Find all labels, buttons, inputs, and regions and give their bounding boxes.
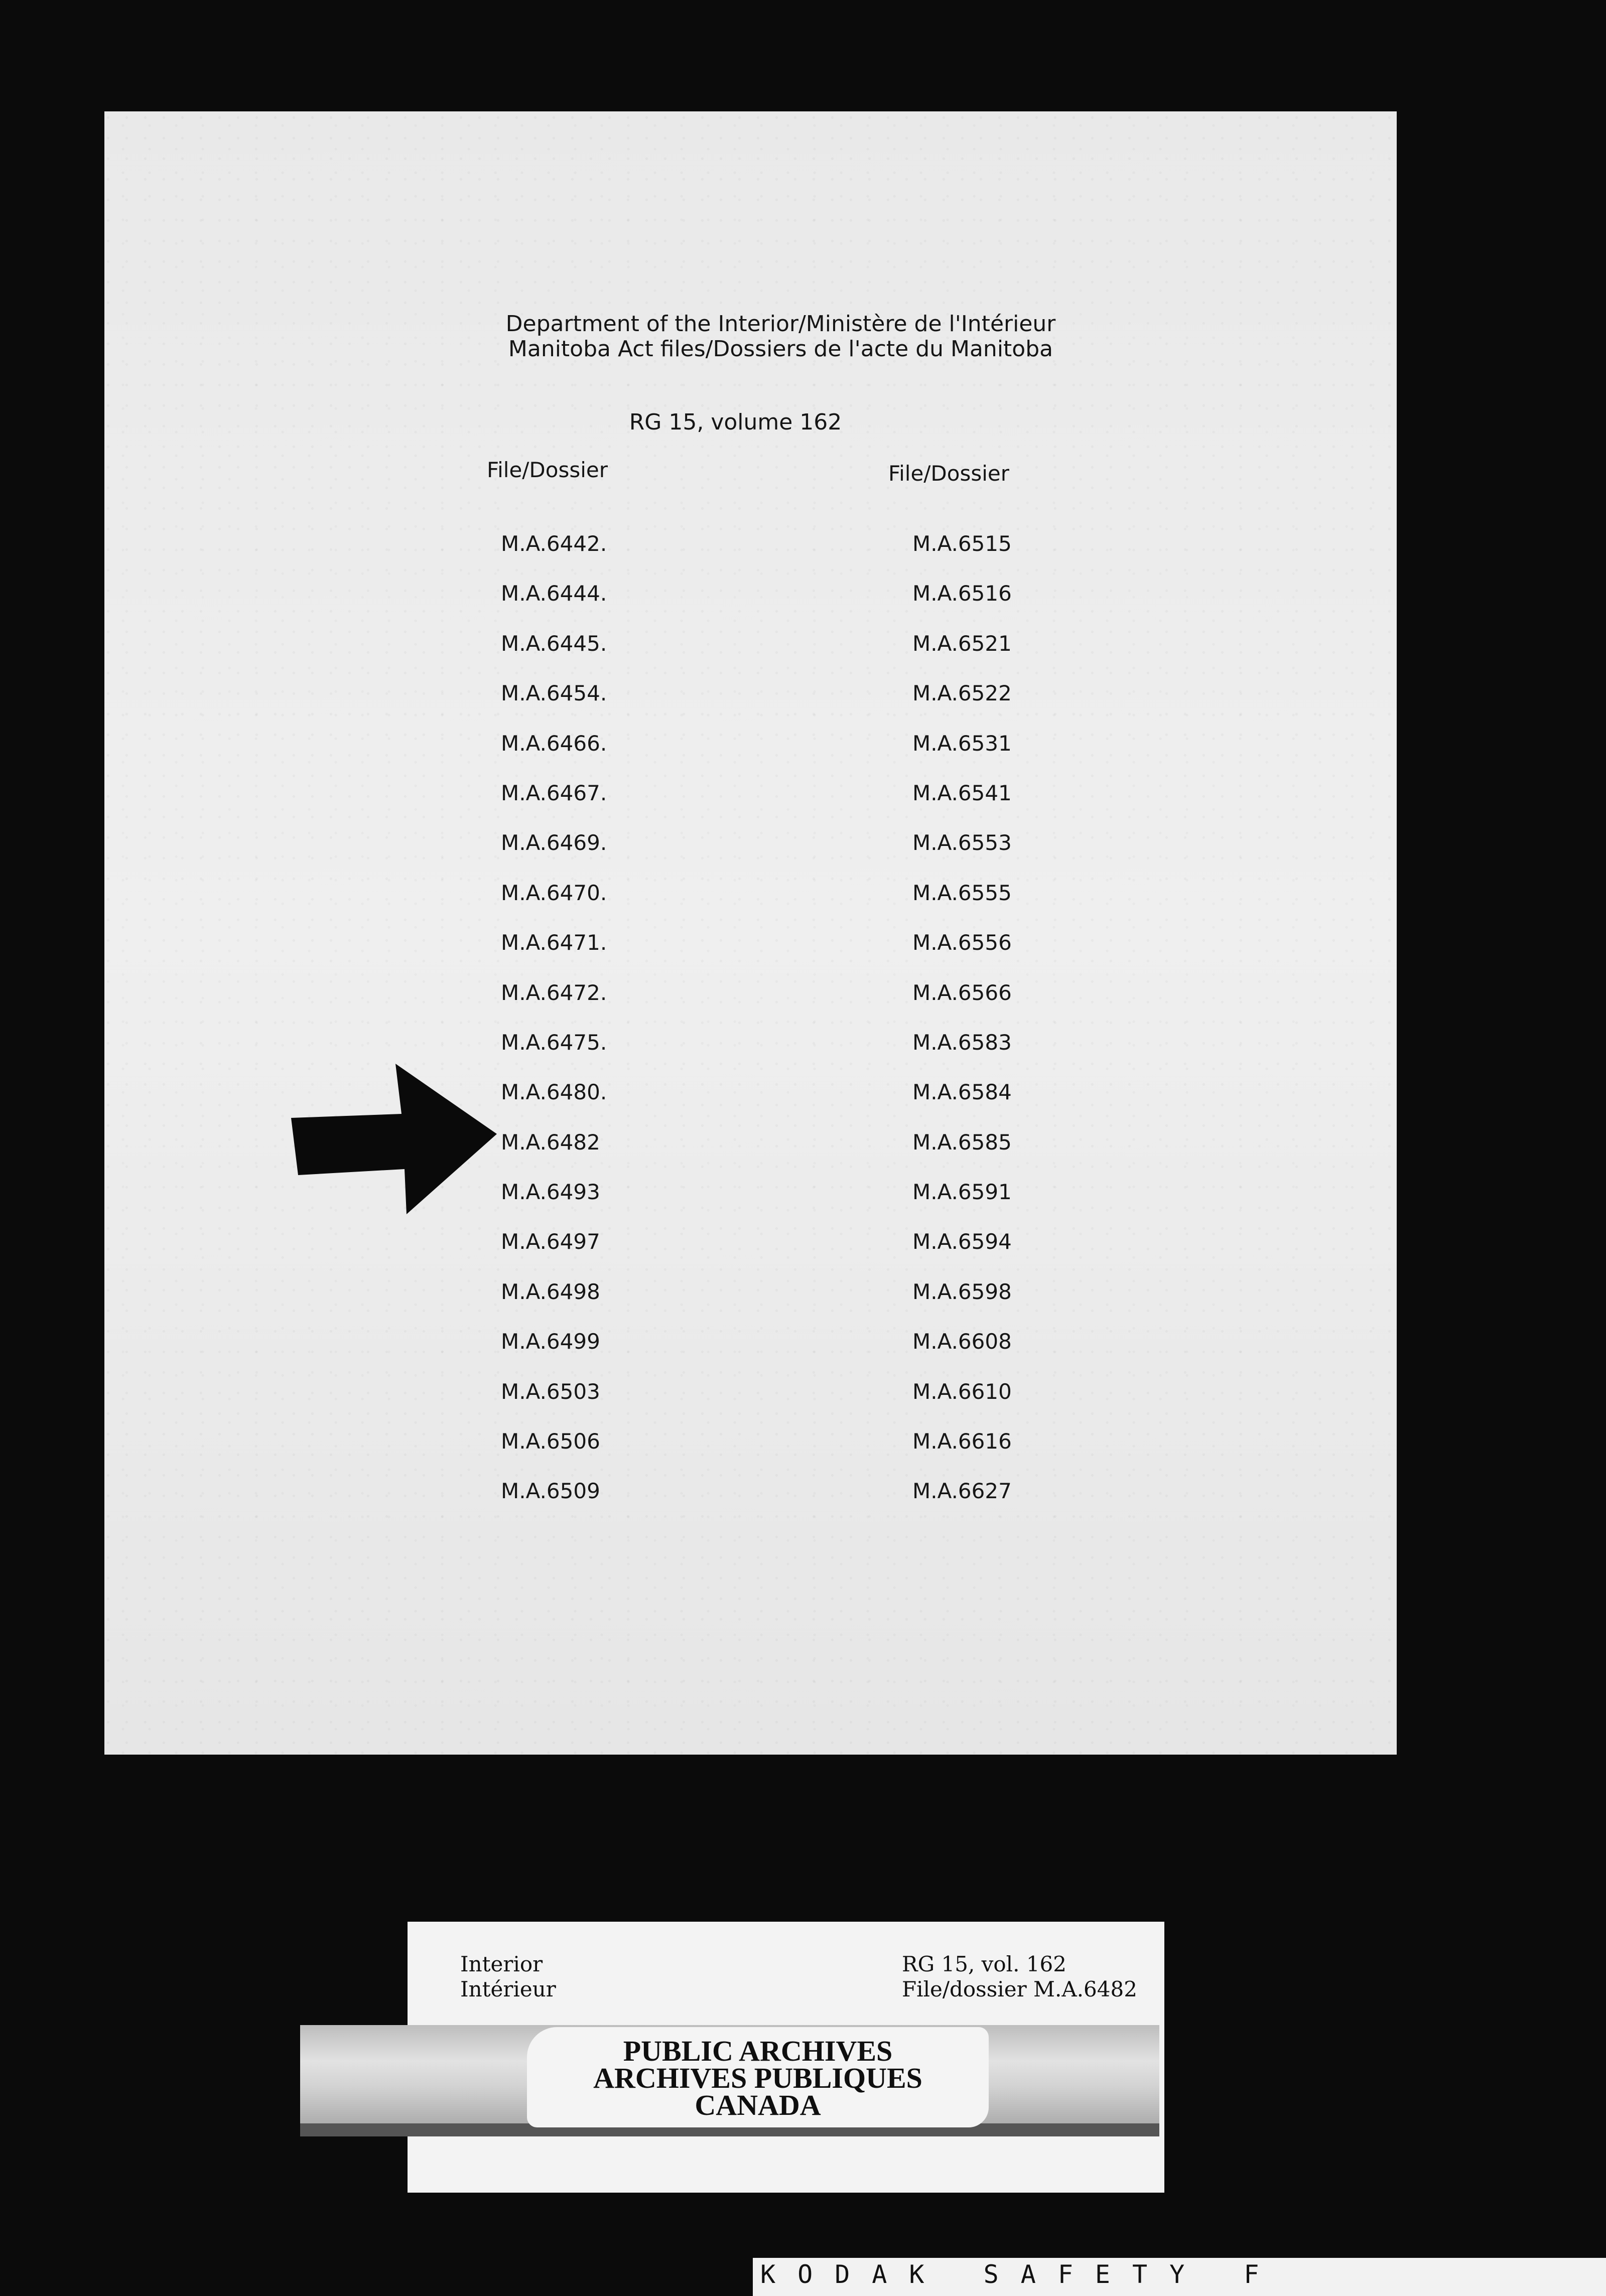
right-file-list: [912, 529, 1012, 1526]
label-department: [460, 1952, 556, 2002]
list-item: M.A.6591: [912, 1180, 1012, 1205]
list-item: M.A.6498: [501, 1279, 600, 1304]
label-right-line1: RG 15, vol. 162: [902, 1952, 1066, 1976]
list-item: M.A.6522: [912, 681, 1012, 706]
list-item: M.A.6553: [912, 830, 1012, 855]
list-item: M.A.6566: [912, 980, 1012, 1005]
label-right-line2: File/dossier M.A.6482: [902, 1977, 1137, 2001]
list-item: M.A.6471.: [501, 930, 607, 955]
stamp-line1: PUBLIC ARCHIVES: [623, 2035, 893, 2067]
film-edge-text: KODAK SAFETY F: [760, 2260, 1281, 2289]
list-item: M.A.6454.: [501, 681, 607, 706]
list-item: M.A.6515: [912, 531, 1012, 556]
list-item: M.A.6503: [501, 1379, 600, 1404]
list-item: M.A.6444.: [501, 581, 607, 606]
list-item: M.A.6472.: [501, 980, 607, 1005]
list-item: M.A.6499: [501, 1329, 600, 1354]
list-item: M.A.6608: [912, 1329, 1012, 1354]
department-title: Department of the Interior/Ministère de l'Intérieur: [505, 311, 1056, 337]
list-item: M.A.6516: [912, 581, 1012, 606]
list-item: M.A.6442.: [501, 531, 607, 556]
left-column-header: File/Dossier: [487, 458, 608, 482]
list-item: M.A.6531: [912, 731, 1012, 756]
list-item: M.A.6521: [912, 631, 1012, 656]
list-item: M.A.6627: [912, 1479, 1012, 1504]
list-item: M.A.6445.: [501, 631, 607, 656]
list-item: M.A.6466.: [501, 731, 607, 756]
list-item: M.A.6506: [501, 1429, 600, 1454]
list-item: M.A.6598: [912, 1279, 1012, 1304]
list-item: M.A.6585: [912, 1129, 1012, 1155]
stamp-line2: ARCHIVES PUBLIQUES: [593, 2062, 922, 2094]
list-item: M.A.6541: [912, 780, 1012, 805]
stamp-line3: CANADA: [695, 2089, 821, 2121]
document-page: [104, 111, 1397, 1755]
arrow-right-icon: [291, 1064, 512, 1214]
label-left-line1: Interior: [460, 1952, 543, 1976]
list-item: M.A.6493: [501, 1180, 600, 1205]
list-item: M.A.6583: [912, 1030, 1012, 1055]
list-item: M.A.6470.: [501, 880, 607, 905]
list-item: M.A.6480.: [501, 1080, 607, 1105]
list-item: M.A.6555: [912, 880, 1012, 905]
right-column-header: File/Dossier: [888, 461, 1010, 486]
list-item: M.A.6469.: [501, 830, 607, 855]
list-item: M.A.6610: [912, 1379, 1012, 1404]
archives-stamp: [527, 2027, 989, 2127]
list-item: M.A.6467.: [501, 780, 607, 805]
list-item: M.A.6616: [912, 1429, 1012, 1454]
series-title: Manitoba Act files/Dossiers de l'acte du Manitoba: [508, 336, 1053, 362]
left-file-list: [501, 529, 607, 1526]
label-left-line2: Intérieur: [460, 1977, 556, 2001]
list-item: M.A.6482: [501, 1129, 600, 1155]
list-item: M.A.6584: [912, 1080, 1012, 1105]
volume-label: RG 15, volume 162: [629, 409, 842, 435]
list-item: M.A.6475.: [501, 1030, 607, 1055]
list-item: M.A.6556: [912, 930, 1012, 955]
label-reference: [902, 1952, 1137, 2002]
list-item: M.A.6497: [501, 1229, 600, 1254]
list-item: M.A.6594: [912, 1229, 1012, 1254]
list-item: M.A.6509: [501, 1479, 600, 1504]
